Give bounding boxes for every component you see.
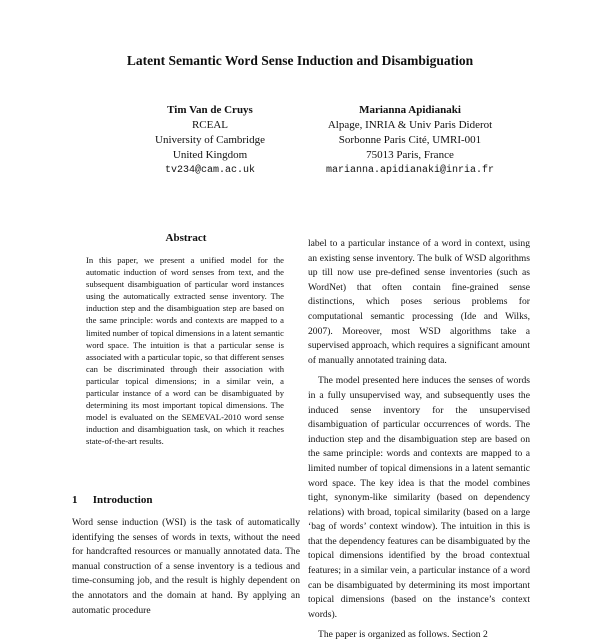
author-affiliation-line: RCEAL [191, 119, 229, 131]
body-paragraph: label to a particular instance of a word in context, using an existing sense inventory. The bulk of WSD algorithms up till now use pre-defined sense inventories (such as WordNet) that often contain fine-grained sense distinctions, which poses serious problems for computational semantic processing (Ide and Wilks, 2007). Moreover, most WSD algorithms take a supervised approach, which requires a significant amount of manually annotated training data. [308, 238, 530, 366]
body-paragraph: The model presented here induces the senses of words in a fully unsupervised way, and subsequently uses the induced sense inventory for the unsupervised disambiguation of particular occurrences of words. The induction step and the disambiguation step are based on the same principle: words and contexts are mapped to a limited number of topical dimensions in a latent semantic word space. The key idea is that the model combines tight, synonym-like similarity (based on dependency relations) with broad, topical similarity (based on a large ‘bag of words’ context window). The intuition in this is that the dependency features can be disambiguated by the topical dimensions identified by the broad contextual features; in a similar vein, a particular instance of a word can be disambiguated by determining its most important topical dimensions (based on the instance’s context words). [308, 375, 530, 620]
author-name: Tim Van de Cruys [167, 104, 253, 116]
author-affiliation-line: United Kingdom [172, 149, 248, 161]
author-email: tv234@cam.ac.uk [164, 165, 255, 176]
body-paragraph: The paper is organized as follows. Section 2 [318, 629, 488, 641]
section-title: Introduction [92, 494, 153, 506]
abstract-heading: Abstract [165, 232, 207, 244]
right-column [308, 237, 530, 643]
author-block-2 [300, 103, 520, 178]
author-affiliation-line: Sorbonne Paris Cité, UMRI-001 [338, 134, 482, 146]
author-email: marianna.apidianaki@inria.fr [325, 165, 495, 176]
author-block-1 [110, 103, 310, 178]
author-affiliation-line: 75013 Paris, France [366, 149, 454, 161]
section-heading [72, 494, 300, 506]
author-affiliation-line: University of Cambridge [155, 134, 265, 146]
intro-paragraph: Word sense induction (WSI) is the task of automatically identifying the senses of words in texts, without the need for handcrafted resources or manually annotated data. The manual construction of a sense inventory is a tedious and time-consuming job, and the result is highly dependent on the annotators and the domain at hand. By applying an automatic procedure [72, 517, 300, 616]
section-number: 1 [72, 494, 78, 506]
author-affiliation-line: Alpage, INRIA & Univ Paris Diderot [327, 119, 493, 131]
author-name: Marianna Apidianaki [359, 104, 461, 116]
abstract-text: In this paper, we present a unified model for the automatic induction of word senses from text, and the subsequent disambiguation of particular word instances using the automatically extracted sense inventory. The induction step and the disambiguation step are based on the same principle: words and contexts are mapped to a limited number of topical dimensions in a latent semantic word space. The intuition is that a particular sense is associated with a particular topic, so that different senses can be discriminated through their association with particular topical dimensions; in a similar vein, a particular instance of a word can be disambiguated by determining its most important topical dimensions. The model is evaluated on the SEMEVAL-2010 word sense induction and disambiguation task, on which it reaches state-of-the-art results. [86, 255, 284, 447]
paper-title: Latent Semantic Word Sense Induction and Disambiguation [126, 53, 474, 68]
